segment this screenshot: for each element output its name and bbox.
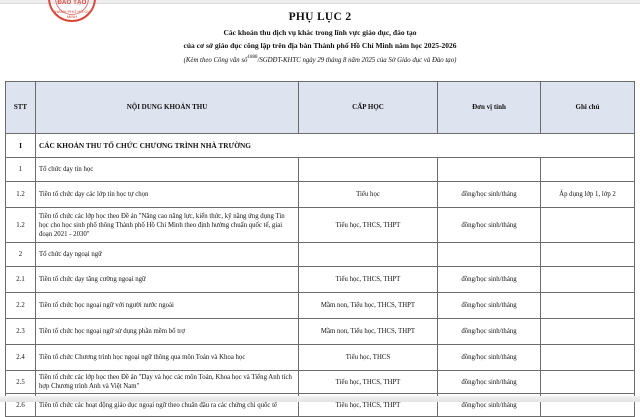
cell-content: Tiền tổ chức Chương trình học ngoại ngữ thông qua môn Toán và Khoa học (36, 345, 299, 371)
section-label: CÁC KHOẢN THU TỔ CHỨC CHƯƠNG TRÌNH NHÀ TRƯỜNG (36, 134, 635, 158)
cell-content: Tiền tổ chức các lớp học theo Đề án "Dạy và học các môn Toán, Khoa học và Tiếng Anh tích hợp Chương trình Anh và Việt Nam" (36, 371, 299, 394)
cell-level: Tiểu học, THCS (299, 345, 438, 371)
table-row (6, 293, 635, 319)
cell-content: Tiền tổ chức học ngoại ngữ với người nước ngoài (36, 293, 299, 319)
table-row (6, 208, 635, 243)
document-reference-note (0, 55, 640, 64)
column-header-level: CẤP HỌC (299, 82, 438, 134)
section-row (6, 134, 635, 158)
cell-note (541, 208, 635, 243)
cell-unit: đồng/học sinh/tháng (438, 293, 541, 319)
table-row (6, 182, 635, 208)
cell-content: Tiền tổ chức học ngoại ngữ sử dụng phần mềm bổ trợ (36, 319, 299, 345)
column-header-unit: Đơn vị tính (438, 82, 541, 134)
cell-unit: đồng/học sinh/tháng (438, 319, 541, 345)
document-subtitle-line1: Các khoản thu dịch vụ khác trong lĩnh vực giáo dục, đào tạo (223, 28, 417, 37)
cell-note (541, 293, 635, 319)
cell-note (541, 158, 635, 182)
cell-level: Mầm non, Tiểu học, THCS, THPT (299, 293, 438, 319)
column-header-stt: STT (6, 82, 36, 134)
cell-unit: đồng/học sinh/tháng (438, 371, 541, 394)
table-row (6, 158, 635, 182)
cell-level: Tiểu học (299, 182, 438, 208)
viewer-top-edge (0, 0, 640, 4)
cell-stt: 2.5 (6, 371, 36, 394)
table-row (6, 345, 635, 371)
cell-note (541, 371, 635, 394)
cell-content: Tổ chức dạy ngoại ngữ (36, 243, 299, 267)
section-number: I (6, 134, 36, 158)
cell-note (541, 267, 635, 293)
table-row (6, 319, 635, 345)
cell-unit: đồng/học sinh/tháng (438, 267, 541, 293)
cell-content: Tiền tổ chức dạy tăng cường ngoại ngữ (36, 267, 299, 293)
cell-content: Tiền tổ chức các hoạt động giáo dục ngoại ngữ theo chuẩn đầu ra các chứng chỉ quốc tế (36, 394, 299, 417)
fees-table (5, 81, 635, 417)
table-header-row (6, 82, 635, 134)
cell-note (541, 243, 635, 267)
cell-level: Mầm non, Tiểu học, THCS, THPT (299, 319, 438, 345)
cell-level: Tiểu học, THCS, THPT (299, 371, 438, 394)
cell-unit (438, 158, 541, 182)
cell-unit: đồng/học sinh/tháng (438, 345, 541, 371)
cell-content: Tiền tổ chức dạy các lớp tin học tự chọn (36, 182, 299, 208)
table-row (6, 371, 635, 394)
cell-level: Tiểu học, THCS, THPT (299, 208, 438, 243)
cell-stt: 2.6 (6, 394, 36, 417)
cell-unit: đồng/học sinh/tháng (438, 394, 541, 417)
cell-stt: 2 (6, 243, 36, 267)
stamp-text: ĐÀO TẠO (57, 0, 87, 6)
column-header-note: Ghi chú (541, 82, 635, 134)
note-suffix: /SGDĐT-KHTC ngày 29 tháng 8 năm 2025 của Sở Giáo dục và Đào tạo) (257, 57, 457, 64)
cell-unit: đồng/học sinh/tháng (438, 208, 541, 243)
note-prefix: (Kèm theo Công văn số (183, 57, 248, 64)
cell-content: Tiền tổ chức các lớp học theo Đề án "Nâng cao năng lực, kiến thức, kỹ năng ứng dụng Tin học cho học sinh phổ thông Thành phố Hồ Chí Minh theo định hướng chuẩn quốc tế, giai đoạn 2021 - 2030" (36, 208, 299, 243)
cell-stt: 2.1 (6, 267, 36, 293)
column-header-content: NỘI DUNG KHOẢN THU (36, 82, 299, 134)
cell-stt: 2.2 (6, 293, 36, 319)
cell-content: Tổ chức dạy tin học (36, 158, 299, 182)
cell-level: Tiểu học, THCS, THPT (299, 267, 438, 293)
cell-unit (438, 243, 541, 267)
cell-note (541, 319, 635, 345)
cell-note (541, 345, 635, 371)
document-subtitle-line2: của cơ sở giáo dục công lập trên địa bàn Thành phố Hồ Chí Minh năm học 2025-2026 (183, 41, 457, 50)
cell-stt: 2.4 (6, 345, 36, 371)
cell-level: Tiểu học, THCS, THPT (299, 394, 438, 417)
cell-unit: đồng/học sinh/tháng (438, 182, 541, 208)
stamp-arc-text: THÀNH PHỐ HỒ CHÍ MINH (52, 9, 92, 19)
cell-note: Áp dụng lớp 1, lớp 2 (541, 182, 635, 208)
viewer-bottom-edge (0, 396, 640, 402)
cell-level (299, 158, 438, 182)
table-row (6, 243, 635, 267)
cell-stt: 1.2 (6, 182, 36, 208)
cell-stt: 1.2 (6, 208, 36, 243)
note-number: 1888 (247, 55, 258, 60)
cell-level (299, 243, 438, 267)
cell-stt: 1 (6, 158, 36, 182)
cell-stt: 2.3 (6, 319, 36, 345)
table-row (6, 267, 635, 293)
document-title: PHỤ LỤC 2 (288, 11, 352, 23)
